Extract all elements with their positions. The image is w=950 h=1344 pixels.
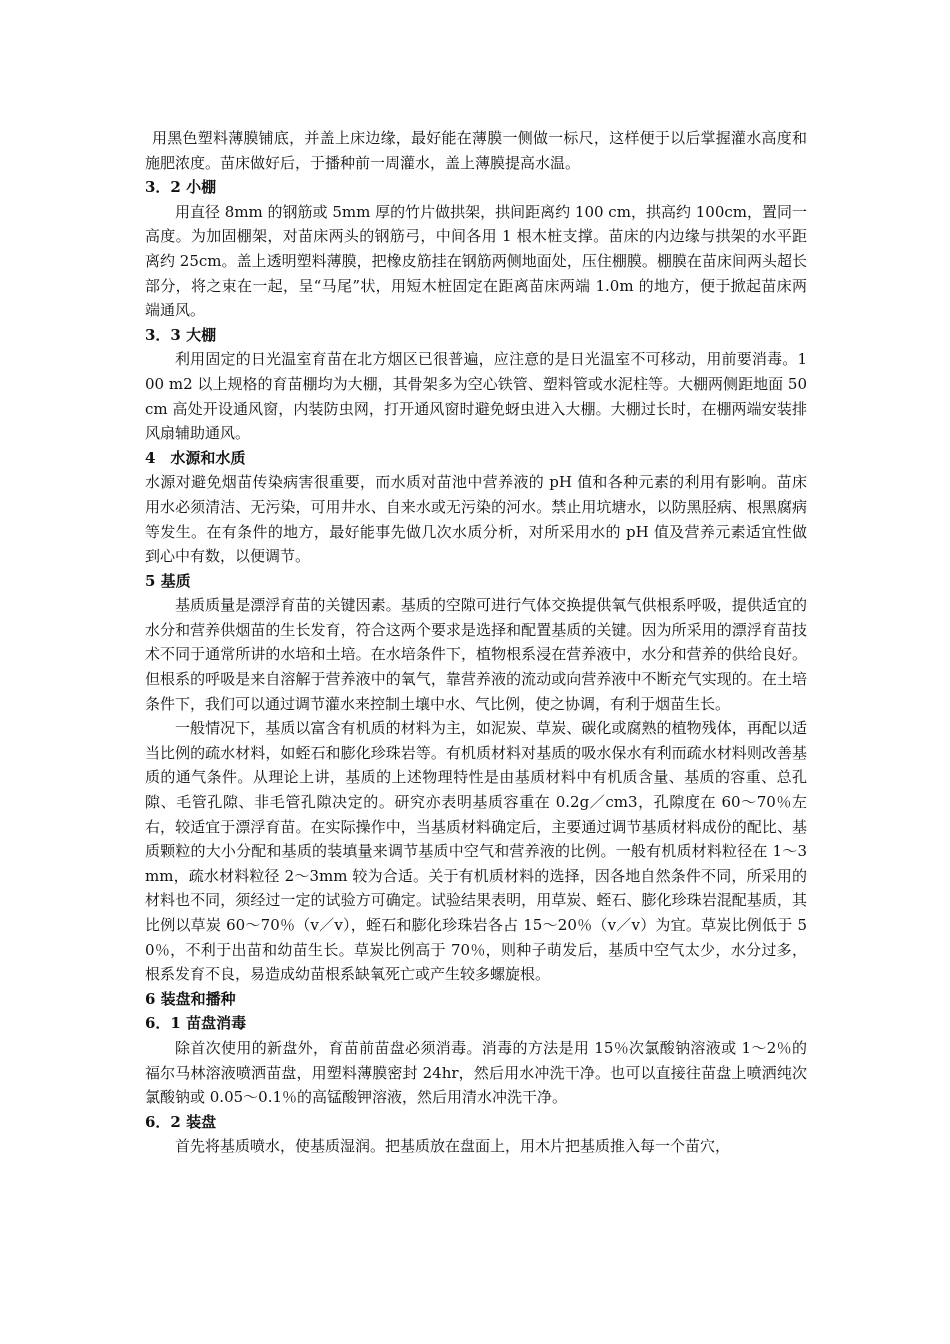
heading-6-1: 6．1 苗盘消毒: [145, 1014, 247, 1033]
paragraph-tray-fill: 首先将基质喷水，使基质湿润。把基质放在盘面上，用木片把基质推入每一个苗穴，: [175, 1137, 731, 1156]
heading-5: 5 基质: [145, 571, 191, 590]
heading-6-2: 6．2 装盘: [145, 1112, 217, 1131]
heading-4: 4 水源和水质: [145, 448, 246, 467]
paragraph-substrate-2: 一般情况下，基质以富含有机质的材料为主，如泥炭、草炭、碳化或腐熟的植物残体，再配以适当比例的疏水材料，如蛭石和膨化珍珠岩等。有机质材料对基质的吸水保水有利而疏水材料则改善基质的通气条件。从理论上讲，基质的上述物理特性是由基质材料中有机质含量、基质的容重、总孔隙、毛管孔隙、非毛管孔隙决定的。研究亦表明基质容重在 0.2g／cm3，孔隙度在 60～70％左右，较适宜于漂浮育苗。在实际操作中，当基质材料确定后，主要通过调节基质材料成份的配比、基质颗粒的大小分配和基质的装填量来调节基质中空气和营养液的比例。一般有机质材料粒径在 1～3mm，疏水材料粒径 2～3mm 较为合适。关于有机质材料的选择，因各地自然条件不同，所采用的材料也不同，须经过一定的试验方可确定。试验结果表明，用草炭、蛭石、膨化珍珠岩混配基质，其比例以草炭 60～70％（v／v），蛭石和膨化珍珠岩各占 15～20％（v／v）为宜。草炭比例低于 50％，不利于出苗和幼苗生长。草炭比例高于 70％，则种子萌发后，基质中空气太少，水分过多，根系发育不良，易造成幼苗根系缺氧死亡或产生较多螺旋根。: [145, 719, 807, 984]
paragraph-substrate-1: 基质质量是漂浮育苗的关键因素。基质的空隙可进行气体交换提供氧气供根系呼吸，提供适宜的水分和营养供烟苗的生长发育，符合这两个要求是选择和配置基质的关键。因为所采用的漂浮育苗技术不同于通常所讲的水培和土培。在水培条件下，植物根系浸在营养液中，水分和营养的供给良好。但根系的呼吸是来自溶解于营养液中的氧气，靠营养液的流动或向营养液中不断充气实现的。在土培条件下，我们可以通过调节灌水来控制土壤中水、气比例，使之协调，有利于烟苗生长。: [145, 596, 807, 713]
paragraph-tray-disinfect: 除首次使用的新盘外，育苗前苗盘必须消毒。消毒的方法是用 15％次氯酸钠溶液或 1～2％的福尔马林溶液喷洒苗盘，用塑料薄膜密封 24hr，然后用水冲洗干净。也可以直接往苗盘上喷洒纯次氯酸钠或 0.05～0.1％的高锰酸钾溶液，然后用清水冲洗干净。: [145, 1038, 807, 1107]
heading-3-2: 3．2 小棚: [145, 178, 217, 197]
document-page: [145, 126, 807, 1159]
paragraph-water: 水源对避免烟苗传染病害很重要，而水质对苗池中营养液的 pH 值和各种元素的利用有影响。苗床用水必须清洁、无污染，可用井水、自来水或无污染的河水。禁止用坑塘水，以防黑胫病、根黑腐病等发生。在有条件的地方，最好能事先做几次水质分析，对所采用水的 pH 值及营养元素适宜性做到心中有数，以便调节。: [145, 473, 807, 566]
paragraph-small-shed: 用直径 8mm 的钢筋或 5mm 厚的竹片做拱架，拱间距离约 100 cm，拱高约 100cm，置同一高度。为加固棚架，对苗床两头的钢筋弓，中间各用 1 根木桩支撑。苗床的内边缘与拱架的水平距离约 25cm。盖上透明塑料薄膜，把橡皮筋挂在钢筋两侧地面处，压住棚膜。棚膜在苗床间两头超长部分，将之束在一起，呈“马尾”状，用短木桩固定在距离苗床两端 1.0m 的地方，便于掀起苗床两端通风。: [145, 202, 807, 320]
heading-3-3: 3．3 大棚: [145, 325, 217, 344]
heading-6: 6 装盘和播种: [145, 989, 236, 1008]
paragraph-large-shed: 利用固定的日光温室育苗在北方烟区已很普遍，应注意的是日光温室不可移动，用前要消毒。100 m2 以上规格的育苗棚均为大棚，其骨架多为空心铁管、塑料管或水泥柱等。大棚两侧距地面 50cm 高处开设通风窗，内装防虫网，打开通风窗时避免蚜虫进入大棚。大棚过长时，在棚两端安装排风扇辅助通风。: [145, 350, 807, 443]
paragraph-cont: 用黑色塑料薄膜铺底，并盖上床边缘，最好能在薄膜一侧做一标尺，这样便于以后掌握灌水高度和施肥浓度。苗床做好后，于播种前一周灌水，盖上薄膜提高水温。: [145, 129, 807, 172]
